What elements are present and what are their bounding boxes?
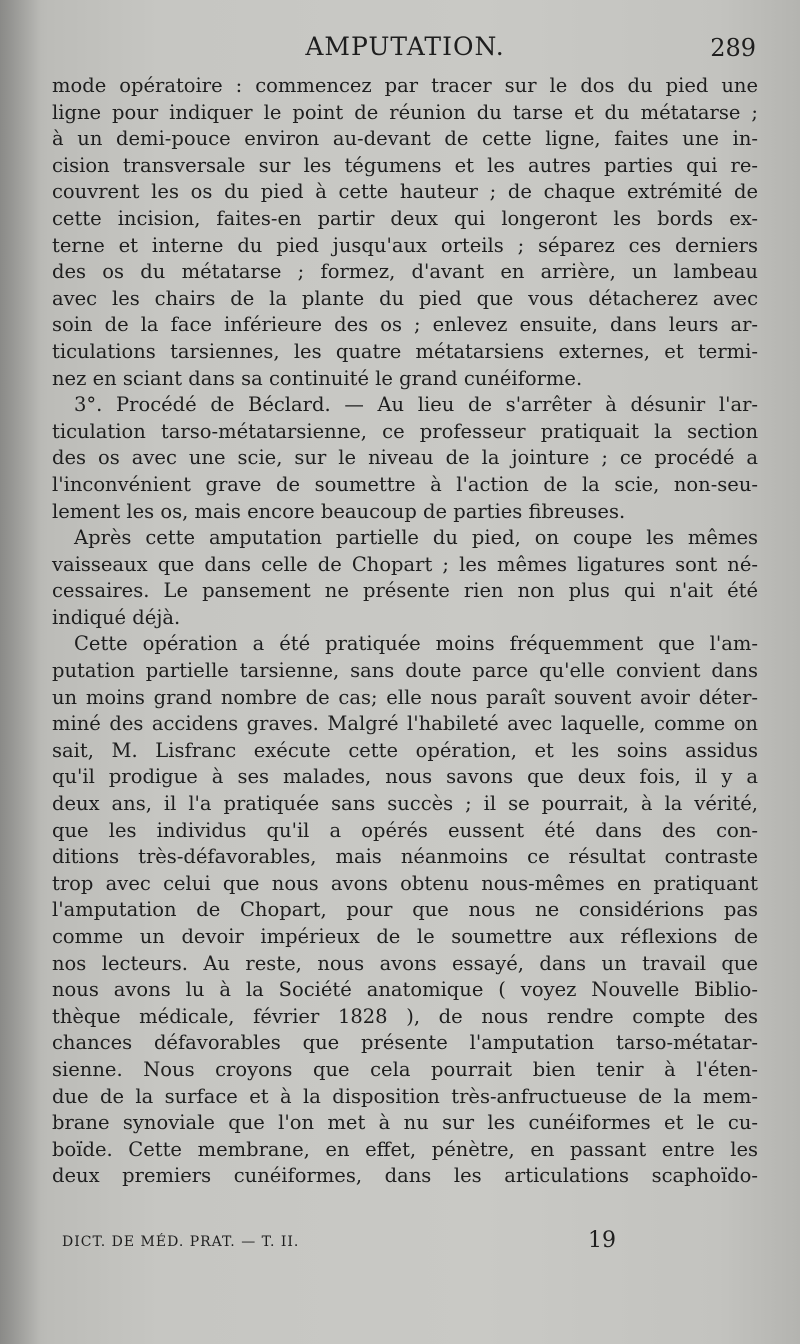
text-line: miné des accidens graves. Malgré l'habileté avec laquelle, comme on: [52, 712, 758, 736]
text-line: comme un devoir impérieux de le soumettre aux réflexions de: [52, 925, 758, 948]
text-line: vaisseaux que dans celle de Chopart ; les mêmes ligatures sont né-: [52, 552, 758, 576]
text-line: Cette opération a été pratiquée moins fréquemment que l'am-: [74, 632, 758, 656]
text-line: soin de la face inférieure des os ; enlevez ensuite, dans leurs ar-: [52, 313, 758, 337]
text-line: boïde. Cette membrane, en effet, pénètre, en passant entre les: [52, 1137, 758, 1161]
text-line: brane synoviale que l'on met à nu sur les cunéiformes et le cu-: [52, 1111, 758, 1135]
text-line: ditions très-défavorables, mais néanmoins ce résultat contraste: [52, 845, 758, 869]
text-line: terne et interne du pied jusqu'aux orteils ; séparez ces derniers: [52, 233, 758, 257]
text-line: deux premiers cunéiformes, dans les articulations scaphoïdo-: [52, 1164, 758, 1188]
sheet-number: 19: [588, 1228, 616, 1253]
text-line: 3°. Procédé de Béclard. — Au lieu de s'arrêter à désunir l'ar-: [74, 393, 758, 417]
text-line: l'inconvénient grave de soumettre à l'action de la scie, non-seu-: [52, 472, 758, 496]
text-line: trop avec celui que nous avons obtenu nous-mêmes en pratiquant: [52, 871, 758, 895]
text-line: due de la surface et à la disposition très-anfructueuse de la mem-: [52, 1084, 758, 1108]
text-line: putation partielle tarsienne, sans doute parce qu'elle convient dans: [52, 659, 758, 683]
text-line: nez en sciant dans sa continuité le grand cunéiforme.: [52, 366, 583, 390]
text-line: nos lecteurs. Au reste, nous avons essayé, dans un travail que: [52, 951, 758, 975]
text-line: cessaires. Le pansement ne présente rien non plus qui n'ait été: [52, 579, 758, 603]
text-line: des os avec une scie, sur le niveau de la jointure ; ce procédé a: [52, 446, 758, 470]
text-line: deux ans, il l'a pratiquée sans succès ; il se pourrait, à la vérité,: [52, 792, 758, 816]
page-number: 289: [710, 34, 756, 62]
text-line: couvrent les os du pied à cette hauteur ; de chaque extrémité de: [52, 180, 758, 204]
text-line: ticulations tarsiennes, les quatre métatarsiens externes, et termi-: [52, 339, 758, 363]
text-line: cette incision, faites-en partir deux qui longeront les bords ex-: [52, 206, 758, 230]
text-line: des os du métatarse ; formez, d'avant en arrière, un lambeau: [52, 260, 758, 284]
text-line: mode opératoire : commencez par tracer sur le dos du pied une: [52, 74, 758, 97]
text-line: un moins grand nombre de cas; elle nous paraît souvent avoir déter-: [52, 685, 758, 709]
text-line: ticulation tarso-métatarsienne, ce professeur pratiquait la section: [52, 419, 758, 443]
text-line: que les individus qu'il a opérés eussent été dans des con-: [52, 818, 758, 842]
text-line: Après cette amputation partielle du pied, on coupe les mêmes: [74, 526, 758, 550]
text-line: avec les chairs de la plante du pied que vous détacherez avec: [52, 286, 758, 310]
page-header: [52, 28, 758, 68]
text-line: sait, M. Lisfranc exécute cette opération, et les soins assidus: [52, 738, 758, 762]
body-text: [52, 73, 758, 1190]
text-line: indiqué déjà.: [52, 605, 181, 629]
text-line: nous avons lu à la Société anatomique ( voyez Nouvelle Biblio-: [52, 978, 758, 1002]
text-line: qu'il prodigue à ses malades, nous savons que deux fois, il y a: [52, 765, 758, 789]
text-line: ligne pour indiquer le point de réunion du tarse et du métatarse ;: [52, 100, 758, 124]
page-footer: [58, 1228, 618, 1258]
running-title: AMPUTATION.: [305, 32, 505, 61]
printer-signature: DICT. DE MÉD. PRAT. — T. II.: [62, 1234, 300, 1250]
text-line: thèque médicale, février 1828 ), de nous rendre compte des: [52, 1004, 758, 1028]
text-line: sienne. Nous croyons que cela pourrait bien tenir à l'éten-: [52, 1057, 758, 1081]
text-line: cision transversale sur les tégumens et les autres parties qui re-: [52, 153, 758, 177]
text-line: l'amputation de Chopart, pour que nous ne considérions pas: [52, 898, 758, 922]
gutter-shadow: [0, 0, 40, 1344]
text-line: à un demi-pouce environ au-devant de cette ligne, faites une in-: [52, 127, 758, 151]
text-line: chances défavorables que présente l'amputation tarso-métatar-: [52, 1031, 758, 1055]
text-line: lement les os, mais encore beaucoup de parties fibreuses.: [52, 499, 626, 523]
